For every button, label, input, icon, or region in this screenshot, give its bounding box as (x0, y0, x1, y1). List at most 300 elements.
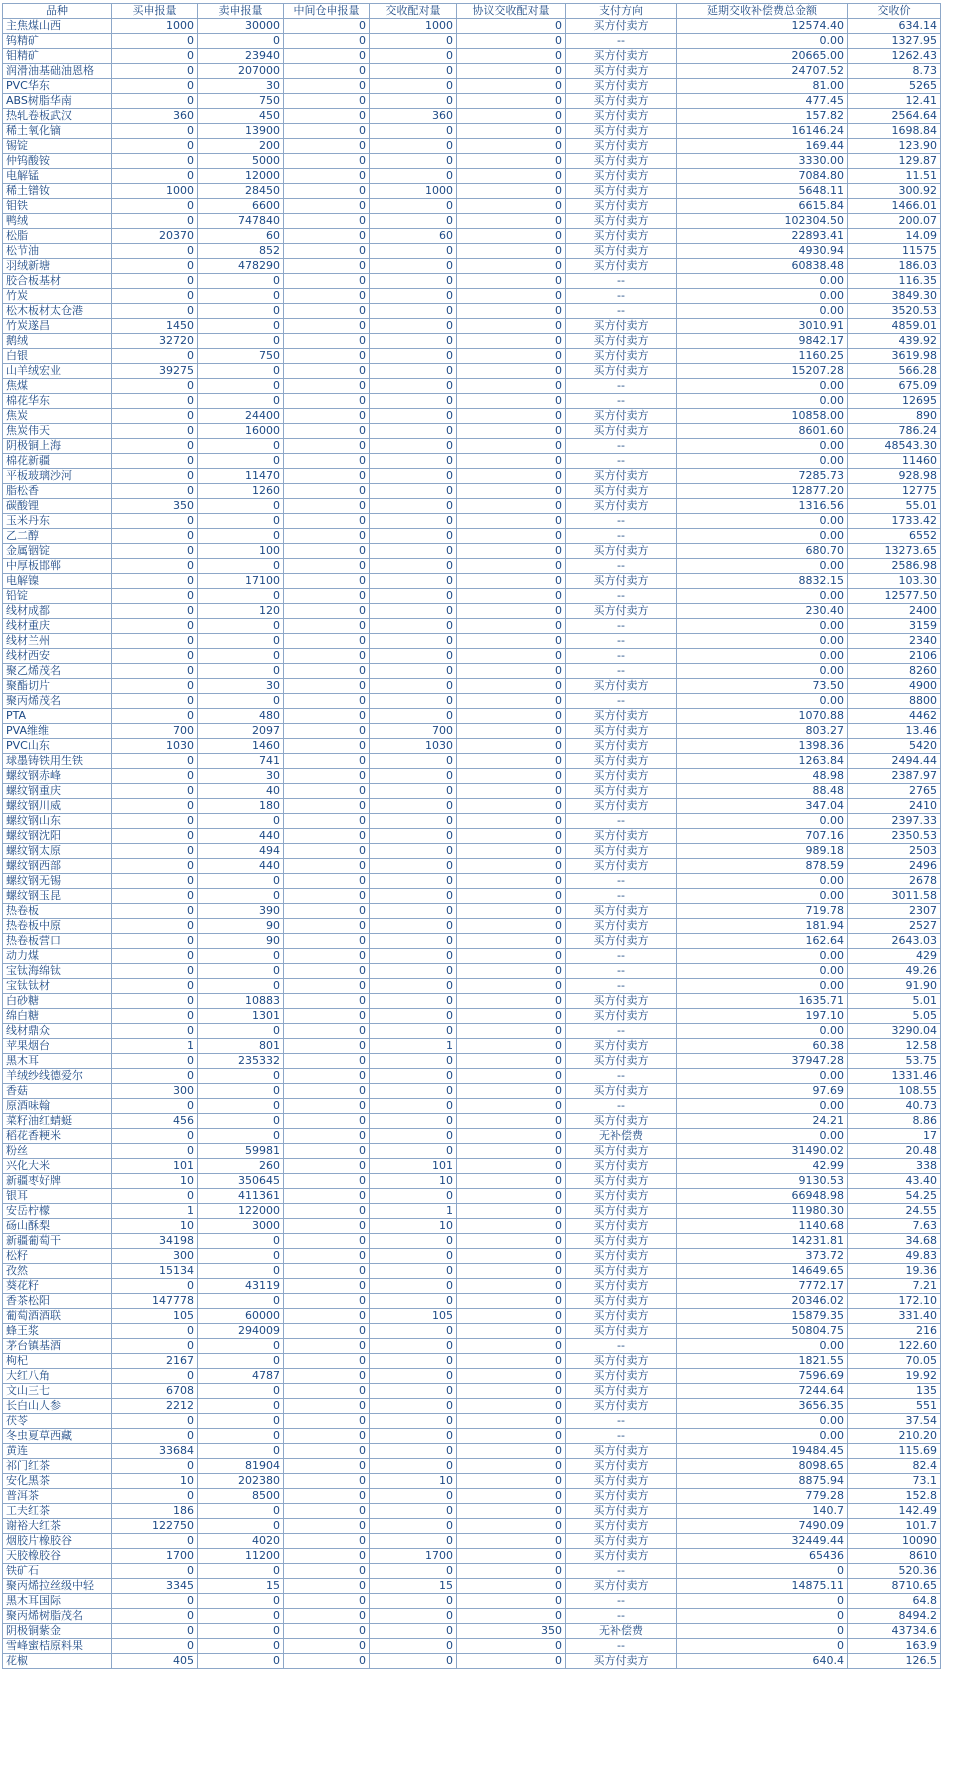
table-row (3, 139, 941, 154)
table-row (3, 1204, 941, 1219)
cell-compensation-total: 1263.84 (677, 754, 848, 769)
cell-variety: 仲钨酸铵 (3, 154, 112, 169)
cell-middle-warehouse-quantity: 0 (284, 664, 370, 679)
cell-variety: 稻花香粳米 (3, 1129, 112, 1144)
cell-delivery-matched-quantity: 0 (370, 589, 457, 604)
cell-compensation-total: 12877.20 (677, 484, 848, 499)
table-row (3, 679, 941, 694)
cell-compensation-total: 14231.81 (677, 1234, 848, 1249)
cell-variety: 螺纹钢太原 (3, 844, 112, 859)
cell-delivery-price: 8610 (848, 1549, 941, 1564)
cell-variety: 胶合板基材 (3, 274, 112, 289)
cell-sell-quantity: 12000 (198, 169, 284, 184)
cell-middle-warehouse-quantity: 0 (284, 274, 370, 289)
cell-middle-warehouse-quantity: 0 (284, 499, 370, 514)
cell-middle-warehouse-quantity: 0 (284, 1504, 370, 1519)
cell-buy-quantity: 1450 (112, 319, 198, 334)
cell-middle-warehouse-quantity: 0 (284, 1534, 370, 1549)
cell-middle-warehouse-quantity: 0 (284, 844, 370, 859)
table-row (3, 1099, 941, 1114)
cell-delivery-matched-quantity: 0 (370, 1639, 457, 1654)
cell-variety: 球墨铸铁用生铁 (3, 754, 112, 769)
cell-middle-warehouse-quantity: 0 (284, 1624, 370, 1639)
cell-buy-quantity: 34198 (112, 1234, 198, 1249)
cell-delivery-matched-quantity: 0 (370, 1624, 457, 1639)
cell-agreement-matched-quantity: 0 (457, 274, 566, 289)
cell-buy-quantity: 0 (112, 1069, 198, 1084)
cell-compensation-total: 0 (677, 1564, 848, 1579)
cell-sell-quantity: 0 (198, 514, 284, 529)
cell-sell-quantity: 0 (198, 1504, 284, 1519)
cell-compensation-total: 88.48 (677, 784, 848, 799)
cell-delivery-matched-quantity: 0 (370, 1264, 457, 1279)
table-row (3, 94, 941, 109)
cell-payment-direction: -- (566, 514, 677, 529)
cell-compensation-total: 230.40 (677, 604, 848, 619)
cell-agreement-matched-quantity: 0 (457, 1429, 566, 1444)
cell-middle-warehouse-quantity: 0 (284, 259, 370, 274)
cell-middle-warehouse-quantity: 0 (284, 1384, 370, 1399)
table-row (3, 919, 941, 934)
cell-compensation-total: 14649.65 (677, 1264, 848, 1279)
cell-middle-warehouse-quantity: 0 (284, 694, 370, 709)
cell-middle-warehouse-quantity: 0 (284, 874, 370, 889)
cell-sell-quantity: 0 (198, 454, 284, 469)
cell-middle-warehouse-quantity: 0 (284, 34, 370, 49)
cell-delivery-price: 2350.53 (848, 829, 941, 844)
cell-buy-quantity: 0 (112, 649, 198, 664)
table-row (3, 79, 941, 94)
cell-payment-direction: 买方付卖方 (566, 79, 677, 94)
cell-buy-quantity: 0 (112, 349, 198, 364)
table-row (3, 979, 941, 994)
cell-sell-quantity: 0 (198, 319, 284, 334)
cell-variety: 线材兰州 (3, 634, 112, 649)
cell-payment-direction: 买方付卖方 (566, 1444, 677, 1459)
cell-sell-quantity: 0 (198, 889, 284, 904)
column-header-middle-warehouse-quantity: 中间仓申报量 (284, 4, 370, 19)
cell-sell-quantity: 0 (198, 289, 284, 304)
cell-delivery-matched-quantity: 0 (370, 1504, 457, 1519)
cell-agreement-matched-quantity: 0 (457, 1609, 566, 1624)
cell-compensation-total: 0.00 (677, 619, 848, 634)
cell-agreement-matched-quantity: 0 (457, 994, 566, 1009)
cell-compensation-total: 31490.02 (677, 1144, 848, 1159)
cell-payment-direction: 买方付卖方 (566, 859, 677, 874)
cell-sell-quantity: 0 (198, 649, 284, 664)
cell-delivery-price: 8494.2 (848, 1609, 941, 1624)
cell-sell-quantity: 0 (198, 499, 284, 514)
cell-payment-direction: -- (566, 964, 677, 979)
cell-variety: 螺纹钢重庆 (3, 784, 112, 799)
cell-agreement-matched-quantity: 0 (457, 1519, 566, 1534)
cell-delivery-price: 3520.53 (848, 304, 941, 319)
cell-buy-quantity: 101 (112, 1159, 198, 1174)
cell-middle-warehouse-quantity: 0 (284, 829, 370, 844)
cell-sell-quantity: 750 (198, 349, 284, 364)
cell-compensation-total: 1635.71 (677, 994, 848, 1009)
table-row (3, 1354, 941, 1369)
cell-variety: 热卷板中原 (3, 919, 112, 934)
cell-payment-direction: 买方付卖方 (566, 364, 677, 379)
cell-delivery-matched-quantity: 0 (370, 514, 457, 529)
cell-agreement-matched-quantity: 0 (457, 169, 566, 184)
cell-payment-direction: -- (566, 1099, 677, 1114)
cell-agreement-matched-quantity: 0 (457, 1159, 566, 1174)
column-header-buy-quantity: 买申报量 (112, 4, 198, 19)
cell-delivery-matched-quantity: 0 (370, 469, 457, 484)
cell-variety: 钨精矿 (3, 34, 112, 49)
cell-agreement-matched-quantity: 350 (457, 1624, 566, 1639)
cell-delivery-price: 54.25 (848, 1189, 941, 1204)
cell-delivery-price: 49.83 (848, 1249, 941, 1264)
cell-buy-quantity: 0 (112, 544, 198, 559)
cell-compensation-total: 81.00 (677, 79, 848, 94)
cell-agreement-matched-quantity: 0 (457, 1549, 566, 1564)
cell-agreement-matched-quantity: 0 (457, 544, 566, 559)
cell-variety: 大红八角 (3, 1369, 112, 1384)
cell-buy-quantity: 0 (112, 934, 198, 949)
cell-sell-quantity: 0 (198, 379, 284, 394)
table-body (3, 19, 941, 1669)
cell-buy-quantity: 360 (112, 109, 198, 124)
cell-variety: 聚丙烯茂名 (3, 694, 112, 709)
cell-sell-quantity: 40 (198, 784, 284, 799)
cell-agreement-matched-quantity: 0 (457, 814, 566, 829)
cell-middle-warehouse-quantity: 0 (284, 724, 370, 739)
cell-buy-quantity: 0 (112, 829, 198, 844)
cell-middle-warehouse-quantity: 0 (284, 619, 370, 634)
cell-delivery-price: 40.73 (848, 1099, 941, 1114)
cell-variety: 钼精矿 (3, 49, 112, 64)
cell-sell-quantity: 0 (198, 664, 284, 679)
cell-buy-quantity: 0 (112, 1054, 198, 1069)
cell-compensation-total: 477.45 (677, 94, 848, 109)
cell-middle-warehouse-quantity: 0 (284, 1594, 370, 1609)
table-row (3, 1534, 941, 1549)
cell-delivery-matched-quantity: 0 (370, 94, 457, 109)
cell-compensation-total: 102304.50 (677, 214, 848, 229)
cell-delivery-matched-quantity: 0 (370, 1054, 457, 1069)
cell-buy-quantity: 0 (112, 514, 198, 529)
cell-variety: 焦炭伟天 (3, 424, 112, 439)
cell-variety: PVC华东 (3, 79, 112, 94)
cell-delivery-matched-quantity: 0 (370, 1429, 457, 1444)
cell-variety: 绵白糖 (3, 1009, 112, 1024)
cell-delivery-matched-quantity: 0 (370, 784, 457, 799)
cell-buy-quantity: 0 (112, 919, 198, 934)
cell-delivery-matched-quantity: 0 (370, 859, 457, 874)
cell-agreement-matched-quantity: 0 (457, 499, 566, 514)
cell-variety: 香菇 (3, 1084, 112, 1099)
cell-variety: 螺纹钢川威 (3, 799, 112, 814)
cell-delivery-matched-quantity: 0 (370, 274, 457, 289)
table-row (3, 259, 941, 274)
cell-delivery-price: 8710.65 (848, 1579, 941, 1594)
cell-agreement-matched-quantity: 0 (457, 64, 566, 79)
cell-delivery-price: 3011.58 (848, 889, 941, 904)
cell-compensation-total: 5648.11 (677, 184, 848, 199)
cell-agreement-matched-quantity: 0 (457, 454, 566, 469)
cell-buy-quantity: 0 (112, 469, 198, 484)
cell-delivery-price: 3159 (848, 619, 941, 634)
cell-buy-quantity: 0 (112, 1534, 198, 1549)
cell-sell-quantity: 0 (198, 1234, 284, 1249)
cell-payment-direction: -- (566, 1024, 677, 1039)
cell-delivery-matched-quantity: 0 (370, 124, 457, 139)
cell-buy-quantity: 0 (112, 214, 198, 229)
cell-variety: 螺纹钢山东 (3, 814, 112, 829)
cell-compensation-total: 7244.64 (677, 1384, 848, 1399)
cell-compensation-total: 8875.94 (677, 1474, 848, 1489)
cell-payment-direction: 买方付卖方 (566, 934, 677, 949)
cell-buy-quantity: 0 (112, 1279, 198, 1294)
cell-delivery-matched-quantity: 0 (370, 484, 457, 499)
cell-middle-warehouse-quantity: 0 (284, 1324, 370, 1339)
cell-middle-warehouse-quantity: 0 (284, 169, 370, 184)
cell-middle-warehouse-quantity: 0 (284, 244, 370, 259)
cell-buy-quantity: 1030 (112, 739, 198, 754)
cell-agreement-matched-quantity: 0 (457, 679, 566, 694)
cell-sell-quantity: 28450 (198, 184, 284, 199)
cell-sell-quantity: 478290 (198, 259, 284, 274)
cell-sell-quantity: 0 (198, 439, 284, 454)
cell-sell-quantity: 5000 (198, 154, 284, 169)
cell-variety: 锡锭 (3, 139, 112, 154)
cell-agreement-matched-quantity: 0 (457, 1219, 566, 1234)
column-header-delivery-matched-quantity: 交收配对量 (370, 4, 457, 19)
cell-variety: 螺纹钢玉昆 (3, 889, 112, 904)
cell-payment-direction: 买方付卖方 (566, 769, 677, 784)
cell-delivery-matched-quantity: 0 (370, 1339, 457, 1354)
cell-payment-direction: 买方付卖方 (566, 1489, 677, 1504)
cell-sell-quantity: 120 (198, 604, 284, 619)
cell-payment-direction: 无补偿费 (566, 1624, 677, 1639)
table-row (3, 1174, 941, 1189)
cell-compensation-total: 373.72 (677, 1249, 848, 1264)
cell-payment-direction: 买方付卖方 (566, 1054, 677, 1069)
cell-delivery-price: 439.92 (848, 334, 941, 349)
cell-delivery-price: 8800 (848, 694, 941, 709)
cell-buy-quantity: 0 (112, 634, 198, 649)
cell-compensation-total: 19484.45 (677, 1444, 848, 1459)
cell-agreement-matched-quantity: 0 (457, 1039, 566, 1054)
cell-compensation-total: 3010.91 (677, 319, 848, 334)
table-row (3, 319, 941, 334)
cell-compensation-total: 157.82 (677, 109, 848, 124)
table-row (3, 559, 941, 574)
cell-delivery-price: 115.69 (848, 1444, 941, 1459)
table-row (3, 709, 941, 724)
cell-agreement-matched-quantity: 0 (457, 1444, 566, 1459)
cell-compensation-total: 0.00 (677, 529, 848, 544)
cell-delivery-matched-quantity: 0 (370, 994, 457, 1009)
table-row (3, 739, 941, 754)
cell-sell-quantity: 0 (198, 1354, 284, 1369)
cell-sell-quantity: 0 (198, 1249, 284, 1264)
cell-delivery-matched-quantity: 360 (370, 109, 457, 124)
cell-agreement-matched-quantity: 0 (457, 1594, 566, 1609)
cell-agreement-matched-quantity: 0 (457, 1204, 566, 1219)
cell-sell-quantity: 450 (198, 109, 284, 124)
cell-middle-warehouse-quantity: 0 (284, 1054, 370, 1069)
cell-payment-direction: -- (566, 649, 677, 664)
cell-sell-quantity: 0 (198, 589, 284, 604)
table-header-row (3, 4, 941, 19)
table-row (3, 199, 941, 214)
cell-sell-quantity: 2097 (198, 724, 284, 739)
cell-payment-direction: -- (566, 979, 677, 994)
cell-delivery-price: 3849.30 (848, 289, 941, 304)
cell-compensation-total: 1398.36 (677, 739, 848, 754)
cell-middle-warehouse-quantity: 0 (284, 94, 370, 109)
cell-buy-quantity: 0 (112, 664, 198, 679)
cell-delivery-price: 2387.97 (848, 769, 941, 784)
cell-buy-quantity: 0 (112, 859, 198, 874)
cell-sell-quantity: 24400 (198, 409, 284, 424)
cell-agreement-matched-quantity: 0 (457, 1399, 566, 1414)
table-row (3, 1444, 941, 1459)
cell-agreement-matched-quantity: 0 (457, 139, 566, 154)
cell-buy-quantity: 0 (112, 1459, 198, 1474)
cell-sell-quantity: 390 (198, 904, 284, 919)
cell-agreement-matched-quantity: 0 (457, 1054, 566, 1069)
cell-middle-warehouse-quantity: 0 (284, 1489, 370, 1504)
cell-delivery-matched-quantity: 0 (370, 1234, 457, 1249)
cell-sell-quantity: 180 (198, 799, 284, 814)
cell-variety: 砀山酥梨 (3, 1219, 112, 1234)
cell-sell-quantity: 747840 (198, 214, 284, 229)
cell-delivery-matched-quantity: 0 (370, 289, 457, 304)
cell-sell-quantity: 0 (198, 1519, 284, 1534)
cell-delivery-matched-quantity: 15 (370, 1579, 457, 1594)
cell-delivery-price: 49.26 (848, 964, 941, 979)
cell-middle-warehouse-quantity: 0 (284, 409, 370, 424)
table-row (3, 1519, 941, 1534)
cell-sell-quantity: 0 (198, 1339, 284, 1354)
cell-compensation-total: 640.4 (677, 1654, 848, 1669)
cell-compensation-total: 24.21 (677, 1114, 848, 1129)
cell-variety: 祁门红茶 (3, 1459, 112, 1474)
cell-compensation-total: 680.70 (677, 544, 848, 559)
cell-delivery-matched-quantity: 0 (370, 964, 457, 979)
cell-delivery-price: 108.55 (848, 1084, 941, 1099)
cell-delivery-price: 300.92 (848, 184, 941, 199)
cell-payment-direction: 买方付卖方 (566, 184, 677, 199)
cell-sell-quantity: 0 (198, 394, 284, 409)
cell-buy-quantity: 0 (112, 1414, 198, 1429)
cell-buy-quantity: 147778 (112, 1294, 198, 1309)
cell-compensation-total: 65436 (677, 1549, 848, 1564)
cell-middle-warehouse-quantity: 0 (284, 1294, 370, 1309)
cell-sell-quantity: 1301 (198, 1009, 284, 1024)
cell-delivery-price: 8260 (848, 664, 941, 679)
cell-agreement-matched-quantity: 0 (457, 1564, 566, 1579)
cell-agreement-matched-quantity: 0 (457, 244, 566, 259)
cell-variety: 聚丙烯拉丝级中轻 (3, 1579, 112, 1594)
cell-agreement-matched-quantity: 0 (457, 1369, 566, 1384)
cell-agreement-matched-quantity: 0 (457, 829, 566, 844)
cell-compensation-total: 73.50 (677, 679, 848, 694)
cell-agreement-matched-quantity: 0 (457, 184, 566, 199)
table-row (3, 1384, 941, 1399)
cell-payment-direction: 买方付卖方 (566, 124, 677, 139)
cell-buy-quantity: 0 (112, 79, 198, 94)
cell-payment-direction: -- (566, 34, 677, 49)
cell-delivery-price: 163.9 (848, 1639, 941, 1654)
cell-payment-direction: 买方付卖方 (566, 1354, 677, 1369)
table-row (3, 1084, 941, 1099)
cell-payment-direction: 无补偿费 (566, 1129, 677, 1144)
cell-payment-direction: -- (566, 394, 677, 409)
cell-payment-direction: 买方付卖方 (566, 1144, 677, 1159)
cell-variety: 动力煤 (3, 949, 112, 964)
cell-payment-direction: 买方付卖方 (566, 1474, 677, 1489)
cell-buy-quantity: 0 (112, 259, 198, 274)
cell-agreement-matched-quantity: 0 (457, 604, 566, 619)
cell-payment-direction: 买方付卖方 (566, 49, 677, 64)
cell-payment-direction: 买方付卖方 (566, 1159, 677, 1174)
table-row (3, 769, 941, 784)
cell-payment-direction: 买方付卖方 (566, 1009, 677, 1024)
cell-delivery-price: 429 (848, 949, 941, 964)
cell-delivery-matched-quantity: 0 (370, 1084, 457, 1099)
cell-buy-quantity: 10 (112, 1219, 198, 1234)
cell-compensation-total: 707.16 (677, 829, 848, 844)
cell-delivery-matched-quantity: 0 (370, 214, 457, 229)
table-row (3, 109, 941, 124)
cell-variety: 热卷板营口 (3, 934, 112, 949)
cell-delivery-price: 2527 (848, 919, 941, 934)
cell-delivery-price: 186.03 (848, 259, 941, 274)
cell-delivery-matched-quantity: 0 (370, 1069, 457, 1084)
cell-compensation-total: 169.44 (677, 139, 848, 154)
cell-payment-direction: 买方付卖方 (566, 1324, 677, 1339)
cell-payment-direction: 买方付卖方 (566, 64, 677, 79)
cell-sell-quantity: 200 (198, 139, 284, 154)
cell-delivery-price: 634.14 (848, 19, 941, 34)
cell-sell-quantity: 4020 (198, 1534, 284, 1549)
cell-delivery-price: 55.01 (848, 499, 941, 514)
cell-compensation-total: 7285.73 (677, 469, 848, 484)
table-row (3, 1144, 941, 1159)
cell-compensation-total: 0.00 (677, 634, 848, 649)
cell-delivery-matched-quantity: 0 (370, 664, 457, 679)
cell-middle-warehouse-quantity: 0 (284, 484, 370, 499)
cell-middle-warehouse-quantity: 0 (284, 1354, 370, 1369)
cell-delivery-matched-quantity: 0 (370, 694, 457, 709)
cell-buy-quantity: 105 (112, 1309, 198, 1324)
cell-delivery-price: 34.68 (848, 1234, 941, 1249)
cell-variety: 电解镍 (3, 574, 112, 589)
cell-sell-quantity: 3000 (198, 1219, 284, 1234)
cell-delivery-price: 43.40 (848, 1174, 941, 1189)
cell-sell-quantity: 0 (198, 1639, 284, 1654)
cell-sell-quantity: 0 (198, 979, 284, 994)
cell-variety: 鹅绒 (3, 334, 112, 349)
table-row (3, 19, 941, 34)
cell-payment-direction: 买方付卖方 (566, 604, 677, 619)
cell-variety: 松脂 (3, 229, 112, 244)
cell-delivery-matched-quantity: 0 (370, 649, 457, 664)
table-row (3, 1594, 941, 1609)
table-row (3, 424, 941, 439)
table-row (3, 814, 941, 829)
table-row (3, 334, 941, 349)
cell-agreement-matched-quantity: 0 (457, 724, 566, 739)
cell-agreement-matched-quantity: 0 (457, 79, 566, 94)
cell-middle-warehouse-quantity: 0 (284, 319, 370, 334)
